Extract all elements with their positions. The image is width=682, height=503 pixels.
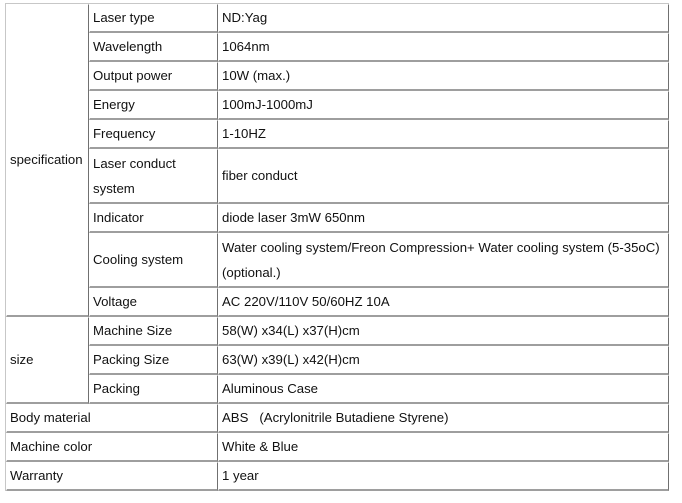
- row-value: fiber conduct: [218, 149, 669, 204]
- size-row-packing-size: [6, 346, 669, 375]
- spec-row-energy: [6, 91, 669, 120]
- row-machine-color: [6, 433, 669, 462]
- row-label: Indicator: [89, 204, 218, 233]
- row-label: Body material: [6, 404, 218, 433]
- row-body-material: [6, 404, 669, 433]
- row-value: Aluminous Case: [218, 375, 669, 404]
- spec-row-frequency: [6, 120, 669, 149]
- row-value: 1-10HZ: [218, 120, 669, 149]
- row-value: 1 year: [218, 462, 669, 491]
- group-label-specification: specification: [6, 4, 89, 317]
- size-row-machine-size: [6, 317, 669, 346]
- row-label: Packing: [89, 375, 218, 404]
- row-label: Output power: [89, 62, 218, 91]
- row-value: 63(W) x39(L) x42(H)cm: [218, 346, 669, 375]
- row-label: Laser type: [89, 4, 218, 33]
- spec-row-wavelength: [6, 33, 669, 62]
- row-label: Voltage: [89, 288, 218, 317]
- group-label-size: size: [6, 317, 89, 404]
- row-value: 100mJ-1000mJ: [218, 91, 669, 120]
- row-value: Water cooling system/Freon Compression+ Water cooling system (5-35oC) (optional.): [218, 233, 669, 288]
- spec-row-voltage: [6, 288, 669, 317]
- row-value: 10W (max.): [218, 62, 669, 91]
- spec-row-indicator: [6, 204, 669, 233]
- row-label: Frequency: [89, 120, 218, 149]
- row-value: ABS (Acrylonitrile Butadiene Styrene): [218, 404, 669, 433]
- row-value: White & Blue: [218, 433, 669, 462]
- row-label: Packing Size: [89, 346, 218, 375]
- spec-row-laser-conduct: [6, 149, 669, 204]
- size-row-packing: [6, 375, 669, 404]
- row-value: AC 220V/110V 50/60HZ 10A: [218, 288, 669, 317]
- row-value: diode laser 3mW 650nm: [218, 204, 669, 233]
- spec-row-cooling-system: [6, 233, 669, 288]
- row-label: Laser conduct system: [89, 149, 218, 204]
- row-label: Machine color: [6, 433, 218, 462]
- row-label: Wavelength: [89, 33, 218, 62]
- row-value: ND:Yag: [218, 4, 669, 33]
- spec-row-laser-type: [6, 4, 669, 33]
- row-value: 1064nm: [218, 33, 669, 62]
- row-warranty: [6, 462, 669, 491]
- row-label: Energy: [89, 91, 218, 120]
- row-label: Cooling system: [89, 233, 218, 288]
- specification-table: [5, 3, 669, 491]
- row-label: Warranty: [6, 462, 218, 491]
- row-value: 58(W) x34(L) x37(H)cm: [218, 317, 669, 346]
- row-label: Machine Size: [89, 317, 218, 346]
- spec-row-output-power: [6, 62, 669, 91]
